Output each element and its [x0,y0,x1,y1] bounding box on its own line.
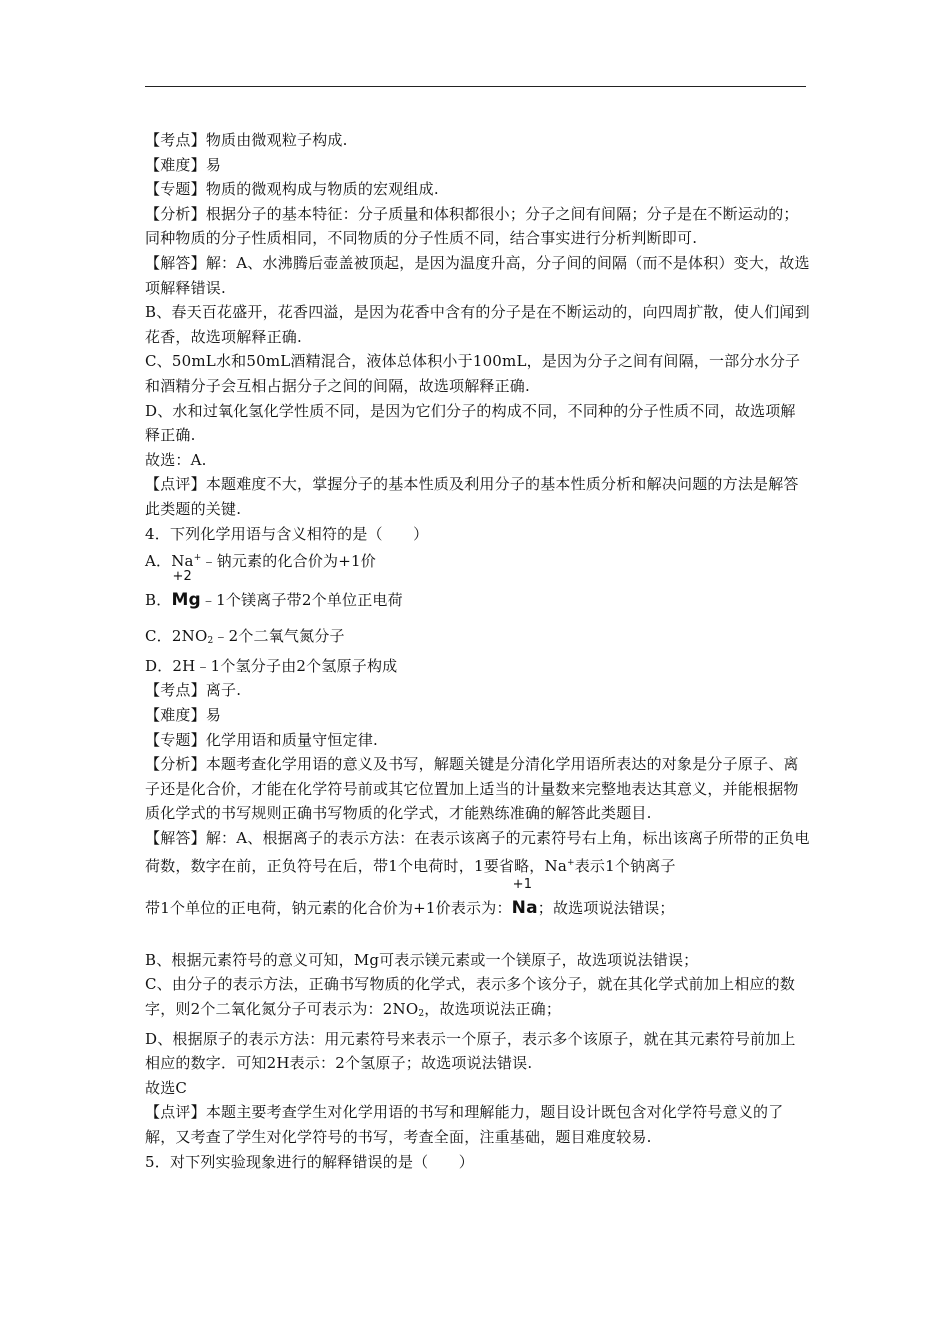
question-4-option-d: D．2H﹣1个氢分子由2个氢原子构成 [145,656,398,675]
q4-kaodian-line: 【考点】离子. [145,681,242,700]
question-4-option-b: B． +2 Mg﹣1个镁离子带2个单位正电荷 [145,588,810,613]
q4-answer-d: D、根据原子的表示方法：用元素符号来表示一个原子，表示多个该原子，就在其元素符号前加上相应的数字．可知2H表示：2个氢原子；故选项说法错误. [145,1029,796,1073]
q4-nandu-line: 【难度】易 [145,706,222,725]
choice-line: 故选：A. [145,450,207,469]
fenxi-paragraph: 【分析】根据分子的基本特征：分子质量和体积都很小；分子之间有间隔；分子是在不断运动的；同种物质的分子性质相同，不同物质的分子性质不同，结合事实进行分析判断即可. [145,204,799,248]
zhuanti-line: 【专题】物质的微观构成与物质的宏观组成. [145,180,439,199]
header-rule [145,86,806,87]
answer-d-paragraph: D、水和过氧化氢化学性质不同，是因为它们分子的构成不同，不同种的分子性质不同，故选项解释正确. [145,401,796,445]
kaodian-line: 【考点】物质由微观粒子构成. [145,131,348,149]
question-4-option-c: C．$2NO_2﹣2$个二氧气氮分子 [145,627,345,647]
q4-jieda-paragraph: 【解答】解：A、根据离子的表示方法：在表示该离子的元素符号右上角，标出该离子所带的正负电荷数，数字在前，正负符号在后，带1个电荷时，1要省略，Na+表示1个钠离子 [145,829,810,875]
answer-c-paragraph: C、50mL水和50mL酒精混合，液体总体积小于100mL，是因为分子之间有间隔，一部分水分子和酒精分子会互相占据分子之间的间隔，故选项解释正确. [145,352,801,395]
answer-b-paragraph: B、春天百花盛开，花香四溢，是因为花香中含有的分子是在不断运动的，向四周扩散，使人们闻到花香，故选项解释正确. [145,303,810,346]
question-4-stem: 4．下列化学用语与含义相符的是（ ） [145,524,429,543]
dianping-paragraph: 【点评】本题难度不大，掌握分子的基本性质及利用分子的基本性质分析和解决问题的方法是解答此类题的关键. [145,475,799,518]
question-4-option-a: A．Na+﹣钠元素的化合价为+1价 [145,552,376,571]
valence-na: +1 Na [511,877,538,919]
q4-fenxi-paragraph: 【分析】本题考查化学用语的意义及书写，解题关键是分清化学用语所表达的对象是分子原子、离子还是化合价，才能在化学符号前或其它位置加上适当的计量数来完整地表达其意义，并能根据物质化学式的书写规则正确书写物质的化学式，才能熟练准确的解答此类题目. [145,755,799,823]
valence-mg: +2 Mg [171,568,201,610]
q4-jieda-valence-line: 带1个单位的正电荷，钠元素的化合价为+1价表示为： +1 Na；故选项说法错误； [145,896,810,921]
jieda-paragraph: 【解答】解：A、水沸腾后壶盖被顶起，是因为温度升高，分子间的间隔（而不是体积）变大，故选项解释错误. [145,253,810,297]
q4-answer-c: C、由分子的表示方法，正确书写物质的化学式，表示多个该分子，就在其化学式前加上相应的数字，则2个二氧化氮分子可表示为：$2NO_2$，故选项说法正确； [145,975,796,1019]
q4-choice-line: 故选C [145,1078,188,1097]
question-5-stem: 5．对下列实验现象进行的解释错误的是（ ） [145,1152,474,1171]
document-body [145,128,810,1174]
q4-answer-b: B、根据元素符号的意义可知，Mg可表示镁元素或一个镁原子，故选项说法错误； [145,950,699,969]
q4-dianping-paragraph: 【点评】本题主要考查学生对化学用语的书写和理解能力，题目设计既包含对化学符号意义的了解，又考查了学生对化学符号的书写，考查全面，注重基础，题目难度较易. [145,1103,784,1146]
nandu-line: 【难度】易 [145,155,222,174]
q4-zhuanti-line: 【专题】化学用语和质量守恒定律. [145,730,378,749]
